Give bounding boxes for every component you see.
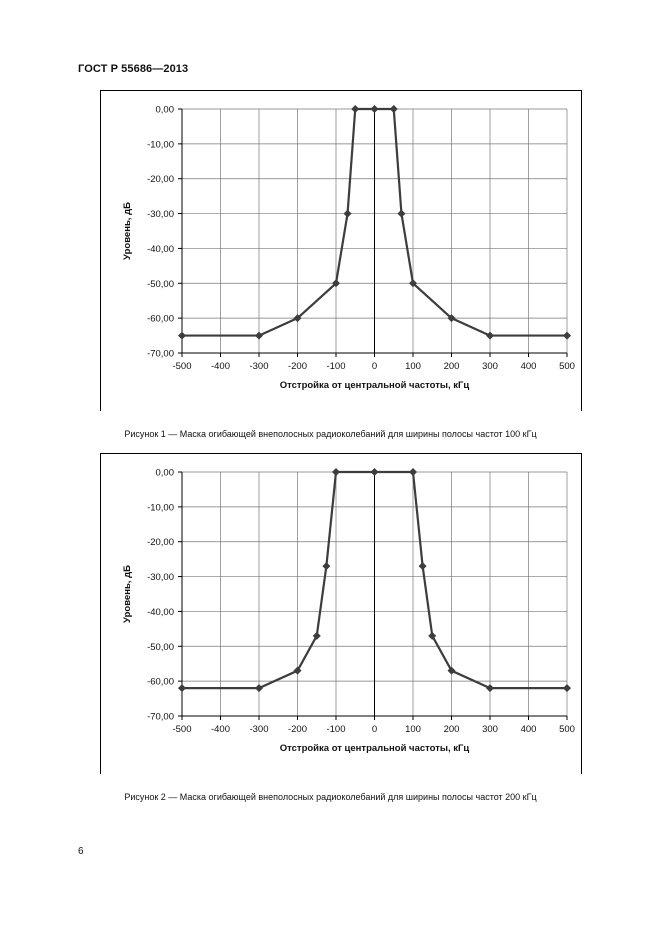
x-tick-label: 0 bbox=[371, 724, 378, 735]
figure-2-caption: Рисунок 2 — Маска огибающей внеполосных радиоколебаний для ширины полосы частот 200 кГц bbox=[124, 792, 537, 802]
figure-1-caption: Рисунок 1 — Маска огибающей внеполосных радиоколебаний для ширины полосы частот 100 кГц bbox=[124, 429, 537, 439]
x-tick-label: -200 bbox=[287, 724, 308, 735]
y-tick-label: -50,00 bbox=[147, 278, 174, 290]
y-tick-label: -50,00 bbox=[147, 641, 174, 653]
x-tick-label: 100 bbox=[405, 724, 421, 735]
x-tick-label: -300 bbox=[249, 361, 269, 372]
x-tick-label: 500 bbox=[559, 724, 575, 735]
x-axis-title: Отстройка от центральной частоты, кГц bbox=[279, 380, 470, 391]
x-tick-label: -400 bbox=[210, 724, 231, 735]
data-point-marker bbox=[563, 332, 571, 340]
x-tick-label: -100 bbox=[326, 361, 346, 372]
data-point-marker bbox=[322, 562, 330, 570]
x-tick-label: -200 bbox=[287, 361, 308, 372]
y-tick-label: -40,00 bbox=[147, 243, 174, 255]
x-tick-label: -400 bbox=[210, 361, 231, 372]
x-tick-label: 200 bbox=[443, 724, 460, 735]
y-tick-label: -60,00 bbox=[147, 313, 174, 325]
data-point-marker bbox=[486, 332, 494, 340]
data-point-marker bbox=[351, 105, 359, 113]
x-tick-label: -500 bbox=[172, 361, 192, 372]
page-number: 6 bbox=[78, 846, 84, 857]
data-point-marker bbox=[178, 332, 186, 340]
data-point-marker bbox=[371, 468, 379, 476]
x-tick-label: 400 bbox=[520, 361, 537, 372]
figure-2-chart bbox=[101, 454, 581, 774]
x-tick-label: 400 bbox=[520, 724, 537, 735]
y-tick-label: -70,00 bbox=[147, 711, 174, 723]
y-tick-label: -10,00 bbox=[147, 139, 174, 151]
x-tick-label: 300 bbox=[482, 361, 498, 372]
data-point-marker bbox=[486, 684, 494, 692]
y-tick-label: -10,00 bbox=[147, 502, 174, 514]
data-point-marker bbox=[178, 684, 186, 692]
y-tick-label: 0,00 bbox=[155, 467, 174, 479]
data-point-marker bbox=[397, 210, 405, 218]
data-point-marker bbox=[255, 684, 263, 692]
figure-2-chart-frame bbox=[100, 453, 582, 774]
data-point-marker bbox=[332, 468, 340, 476]
y-tick-label: -20,00 bbox=[147, 174, 174, 186]
data-point-marker bbox=[563, 684, 571, 692]
data-point-marker bbox=[419, 562, 427, 570]
y-axis-title: Уровень, дБ bbox=[122, 565, 133, 623]
x-tick-label: -100 bbox=[326, 724, 346, 735]
x-tick-label: 100 bbox=[405, 361, 421, 372]
document-header: ГОСТ Р 55686—2013 bbox=[78, 63, 189, 75]
figure-1-chart bbox=[101, 91, 581, 411]
data-point-marker bbox=[371, 105, 379, 113]
x-tick-label: 200 bbox=[443, 361, 460, 372]
data-point-marker bbox=[255, 332, 263, 340]
y-tick-label: -30,00 bbox=[147, 209, 174, 221]
data-point-marker bbox=[390, 105, 398, 113]
x-tick-label: 500 bbox=[559, 361, 575, 372]
y-tick-label: -60,00 bbox=[147, 676, 174, 688]
data-point-marker bbox=[344, 210, 352, 218]
x-tick-label: 300 bbox=[482, 724, 498, 735]
y-tick-label: 0,00 bbox=[155, 104, 174, 116]
y-tick-label: -30,00 bbox=[147, 572, 174, 584]
x-tick-label: 0 bbox=[371, 361, 378, 372]
y-tick-label: -40,00 bbox=[147, 606, 174, 618]
y-tick-label: -70,00 bbox=[147, 348, 174, 360]
x-tick-label: -300 bbox=[249, 724, 269, 735]
y-axis-title: Уровень, дБ bbox=[122, 202, 133, 260]
x-tick-label: -500 bbox=[172, 724, 192, 735]
figure-1-chart-frame bbox=[100, 90, 582, 411]
y-tick-label: -20,00 bbox=[147, 537, 174, 549]
data-point-marker bbox=[409, 468, 417, 476]
x-axis-title: Отстройка от центральной частоты, кГц bbox=[279, 743, 470, 754]
